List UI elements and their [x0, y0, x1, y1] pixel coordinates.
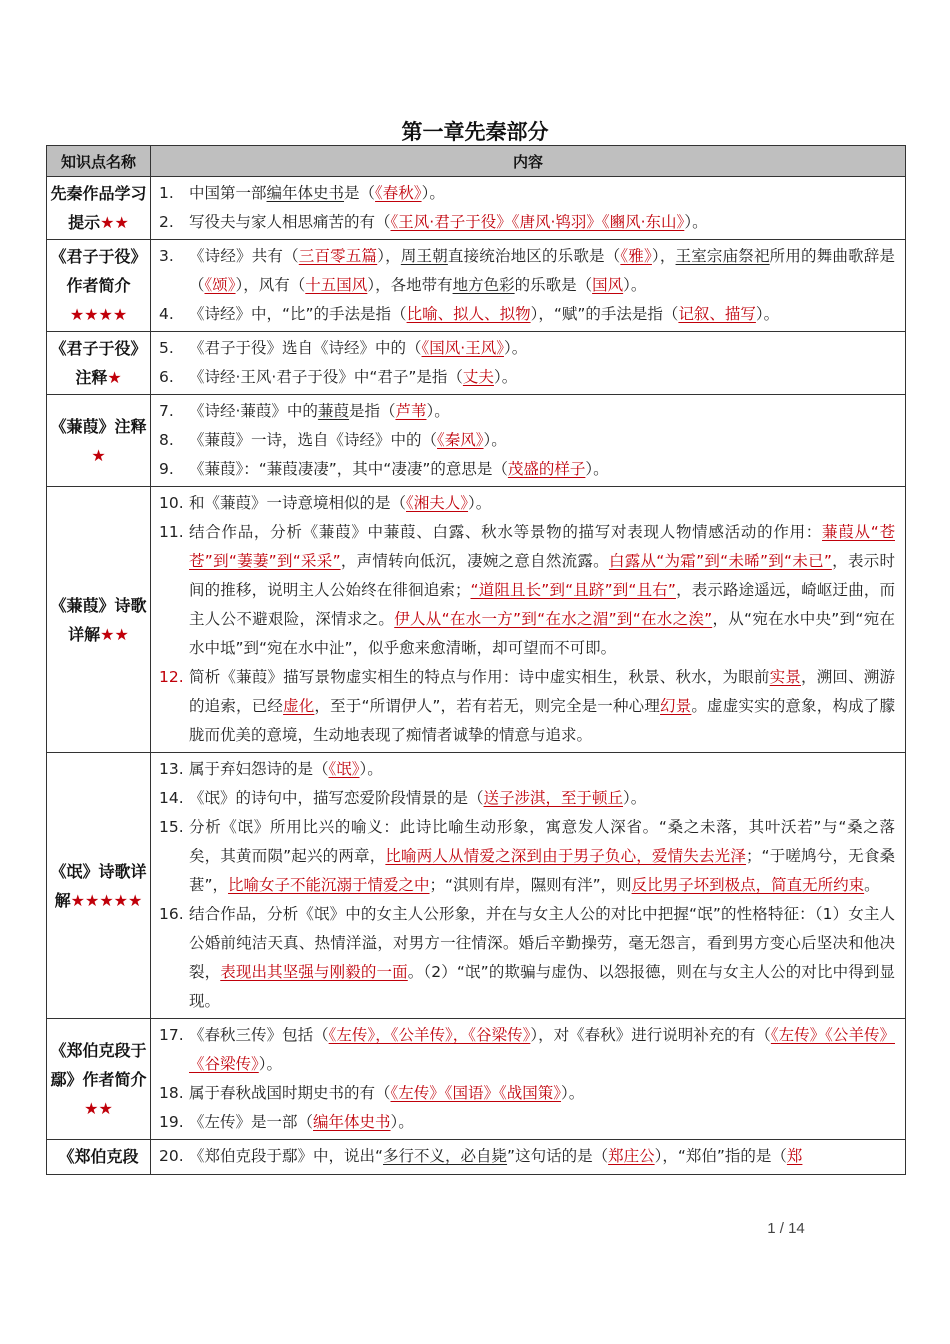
list-item [159, 1021, 895, 1079]
answer-text: 芦苇 [395, 402, 427, 420]
item-number: 20. [159, 1147, 184, 1165]
item-number: 3. [159, 247, 174, 265]
text-segment: ）。 [561, 1084, 585, 1102]
topic-cell [47, 753, 151, 1019]
text-segment: ）。 [258, 1055, 283, 1073]
answer-text: 蒹葭从“苍苍”到“萋萋”到“采采” [189, 523, 895, 570]
text-segment: 是（ [344, 184, 376, 202]
text-segment: ”这句话的是（ [507, 1147, 609, 1165]
topic-name: 《氓》诗歌详解 [50, 861, 147, 910]
answer-text: 十五国风 [305, 276, 368, 294]
text-segment: ；“于嗟鸠兮，无食桑葚”， [189, 847, 896, 894]
text-segment: 直接统治地区的乐歌是（ [447, 247, 621, 265]
item-text [189, 1021, 895, 1079]
item-text [189, 518, 895, 663]
text-segment: ），对《春秋》进行说明补充的有（ [530, 1026, 771, 1044]
answer-text: 《湘夫人》 [406, 494, 469, 512]
text-segment: ；“淇则有岸，隰则有泮”，则 [429, 876, 632, 894]
text-segment: 结合作品，分析《蒹葭》中蒹葭、白露、秋水等景物的描写对表现人物情感活动的作用： [189, 523, 823, 541]
answer-text: 虚化 [283, 697, 315, 715]
text-segment: ，表示时间的推移，说明主人公始终在徘徊追索； [189, 552, 895, 599]
text-segment: 《郑伯克段于鄢》中，说出“ [189, 1147, 384, 1165]
text-segment: ）。 [468, 494, 492, 512]
table-row [47, 753, 906, 1019]
list-item [159, 813, 895, 900]
topic-name: 《郑伯克段于鄢》作者简介 [50, 1040, 147, 1089]
importance-stars: ★★ [100, 624, 129, 644]
list-item [159, 455, 895, 484]
header-topic: 知识点名称 [47, 146, 151, 177]
table-row [47, 1140, 906, 1175]
table-row [47, 1019, 906, 1140]
item-number: 18. [159, 1084, 184, 1102]
text-segment: 《氓》的诗句中，描写恋爱阶段情景的是（ [189, 789, 484, 807]
topic-name: 《君子于役》作者简介 [50, 247, 147, 295]
content-cell [151, 753, 906, 1019]
item-text [189, 755, 895, 784]
list-item [159, 900, 895, 1016]
list-item [159, 208, 895, 237]
item-number: 17. [159, 1026, 184, 1044]
text-segment: ）。 [426, 402, 450, 420]
answer-text: 记叙、描写 [678, 305, 756, 323]
item-number: 7. [159, 402, 174, 420]
content-cell [151, 177, 906, 240]
table-row [47, 395, 906, 487]
knowledge-table [46, 145, 906, 1175]
text-segment: ）， [377, 247, 401, 265]
item-text [189, 300, 895, 329]
topic-cell [47, 487, 151, 753]
table-row [47, 177, 906, 240]
list-item [159, 784, 895, 813]
text-segment: ）。 [503, 339, 528, 357]
importance-stars: ★★ [84, 1098, 113, 1118]
list-item [159, 518, 895, 663]
text-segment: 《诗经·蒹葭》中的 [189, 402, 318, 420]
text-segment: 《春秋三传》包括（ [189, 1026, 329, 1044]
text-segment: ，至于“所谓伊人”，若有若无，则完全是一种心理 [314, 697, 661, 715]
item-number: 8. [159, 431, 174, 449]
topic-name: 先秦作品学习提示 [50, 184, 147, 232]
underlined-text: 地方色彩 [452, 276, 515, 294]
item-number: 13. [159, 760, 184, 778]
text-segment: 的乐歌是（ [514, 276, 593, 294]
topic-name: 《郑伯克段 [58, 1147, 139, 1166]
item-number: 6. [159, 368, 174, 386]
text-segment: 和《蒹葭》一诗意境相似的是（ [189, 494, 407, 512]
text-segment: ），风有（ [235, 276, 306, 294]
answer-text: 白露从“为霜”到“未晞”到“未已” [608, 552, 832, 570]
item-text [189, 208, 895, 237]
list-item [159, 397, 895, 426]
text-segment: ）。 [684, 213, 708, 231]
list-item [159, 489, 895, 518]
answer-text: 编年体史书 [313, 1113, 391, 1131]
importance-stars: ★ [107, 368, 122, 387]
item-number: 1. [159, 184, 174, 202]
text-segment: ）。 [421, 184, 445, 202]
list-item [159, 242, 895, 300]
text-segment: ）。 [585, 460, 609, 478]
topic-cell [47, 395, 151, 487]
item-number: 19. [159, 1113, 184, 1131]
text-segment: 。虚虚实实的意象，构成了朦胧而优美的意境，生动地表现了痴情者诚挚的情意与追求。 [189, 697, 895, 744]
text-segment: 是指（ [348, 402, 396, 420]
answer-text: 幻景 [660, 697, 692, 715]
text-segment: 《蒹葭》：“蒹葭凄凄”，其中“凄凄”的意思是（ [189, 460, 508, 478]
underlined-text: 周王朝 [400, 247, 448, 265]
item-text [189, 363, 895, 392]
item-text [189, 426, 895, 455]
text-segment: 。 [864, 876, 880, 894]
topic-cell [47, 177, 151, 240]
item-number: 15. [159, 818, 184, 836]
answer-text: 《氓》 [328, 760, 360, 778]
answer-text: 郑 [786, 1147, 803, 1165]
topic-name: 《蒹葭》注释 [50, 416, 147, 436]
importance-stars: ★★ [100, 213, 129, 232]
item-text [189, 489, 895, 518]
text-segment: ，溯回、溯游的追索，已经 [189, 668, 895, 715]
item-text [189, 397, 895, 426]
text-segment: ，声情转向低沉，凄婉之意自然流露。 [340, 552, 609, 570]
item-number: 4. [159, 305, 174, 323]
importance-stars: ★ [91, 445, 106, 465]
item-number: 12. [159, 668, 184, 686]
text-segment: ），各地带有 [367, 276, 453, 294]
item-number: 9. [159, 460, 174, 478]
list-item [159, 300, 895, 329]
content-cell [151, 332, 906, 395]
text-segment: 《诗经·王风·君子于役》中“君子”是指（ [189, 368, 463, 386]
item-text [189, 1142, 895, 1171]
list-item [159, 363, 895, 392]
topic-name: 《蒹葭》诗歌详解 [50, 595, 147, 644]
text-segment: ），“赋”的手法是指（ [530, 305, 679, 323]
answer-text: 《春秋》 [375, 184, 422, 202]
list-item [159, 1079, 895, 1108]
text-segment: ，表示路途遥远，崎岖迂曲，而主人公不避艰险，深情求之。 [189, 581, 895, 628]
text-segment: ）。 [493, 368, 518, 386]
item-number: 14. [159, 789, 184, 807]
content-cell [151, 487, 906, 753]
content-cell [151, 240, 906, 332]
answer-text: 国风 [592, 276, 624, 294]
text-segment: ）。 [623, 789, 647, 807]
answer-text: 《左传》《公羊传》《谷梁传》 [189, 1026, 895, 1073]
list-item [159, 663, 895, 750]
list-item [159, 755, 895, 784]
answer-text: 《颂》 [204, 276, 236, 294]
item-text [189, 1079, 895, 1108]
text-segment: 分析《氓》所用比兴的喻义：此诗比喻生动形象，寓意发人深省。“桑之未落，其叶沃若”与“桑之落矣，其黄而陨”起兴的两章， [189, 818, 895, 865]
answer-text: 《秦风》 [437, 431, 484, 449]
answer-text: 比喻两人从情爱之深到由于男子负心，爱情失去光泽 [385, 847, 747, 865]
page-number: 1 / 14 [767, 1220, 805, 1237]
header-content: 内容 [151, 146, 906, 177]
importance-stars: ★★★★ [69, 305, 128, 324]
list-item [159, 1142, 895, 1171]
text-segment: ）。 [359, 760, 383, 778]
table-row [47, 332, 906, 395]
text-segment: 《左传》是一部（ [189, 1113, 314, 1131]
text-segment: 写役夫与家人相思痛苦的有（ [189, 213, 391, 231]
underlined-text: 编年体史书 [266, 184, 345, 202]
text-segment: 《君子于役》选自《诗经》中的（ [189, 339, 422, 357]
text-segment: ）。 [623, 276, 647, 294]
text-segment: 《蒹葭》一诗，选自《诗经》中的（ [189, 431, 438, 449]
table-header-row [47, 146, 906, 177]
item-text [189, 455, 895, 484]
item-number: 16. [159, 905, 184, 923]
item-text [189, 900, 895, 1016]
answer-text: 《左传》，《公羊传》，《谷梁传》 [328, 1026, 531, 1044]
item-number: 11. [159, 523, 184, 541]
item-text [189, 242, 895, 300]
text-segment: ，从“宛在水中央”到“宛在水中坻”到“宛在水中沚”，似乎愈来愈清晰，却可望而不可即。 [189, 610, 895, 657]
answer-text: 反比男子坏到极点，简直无所约束 [631, 876, 865, 894]
answer-text: 比喻女子不能沉溺于情爱之中 [228, 876, 430, 894]
importance-stars: ★★★★★ [70, 890, 143, 910]
text-segment: ）， [651, 247, 676, 265]
item-text [189, 813, 895, 900]
text-segment: 结合作品，分析《氓》中的女主人公形象，并在与女主人公的对比中把握“氓”的性格特征：（1）女主人公婚前纯洁天真、热情洋溢，对男方一往情深。婚后辛勤操劳，毫无怨言，看到男方变心后坚决和他决裂， [189, 905, 895, 981]
text-segment: 中国第一部 [189, 184, 267, 202]
list-item [159, 179, 895, 208]
text-segment: 《诗经》共有（ [189, 247, 299, 265]
answer-text: “道阻且长”到“且跻”到“且右” [470, 581, 676, 599]
topic-cell [47, 1019, 151, 1140]
item-text [189, 1108, 895, 1137]
answer-text: 丈夫 [462, 368, 494, 386]
table-row [47, 240, 906, 332]
text-segment: 简析《蒹葭》描写景物虚实相生的特点与作用：诗中虚实相生，秋景、秋水，为眼前 [189, 668, 770, 686]
item-text [189, 179, 895, 208]
item-number: 5. [159, 339, 174, 357]
answer-text: 三百零五篇 [298, 247, 378, 265]
text-segment: ），“郑伯”指的是（ [654, 1147, 787, 1165]
content-cell [151, 1140, 906, 1175]
underlined-text: 蒹葭 [317, 402, 349, 420]
text-segment: 。（2）“氓”的欺骗与虚伪、以怨报德，则在与女主人公的对比中得到显现。 [189, 963, 895, 1010]
answer-text: 《雅》 [620, 247, 652, 265]
topic-cell [47, 1140, 151, 1175]
item-number: 10. [159, 494, 184, 512]
answer-text: 实景 [769, 668, 802, 686]
text-segment: 属于弃妇怨诗的是（ [189, 760, 329, 778]
text-segment: 所用的舞曲歌辞是（ [189, 247, 895, 294]
table-row [47, 487, 906, 753]
answer-text: 比喻、拟人、拟物 [406, 305, 531, 323]
answer-text: 《王风·君子于役》《唐风·鸨羽》《豳风·东山》 [390, 213, 685, 231]
list-item [159, 1108, 895, 1137]
page-title: 第一章先秦部分 [401, 120, 549, 144]
topic-name: 《君子于役》注释 [50, 339, 147, 387]
answer-text: 郑庄公 [608, 1147, 655, 1165]
answer-text: 茂盛的样子 [507, 460, 586, 478]
item-number: 2. [159, 213, 174, 231]
answer-text: 送子涉淇，至于顿丘 [483, 789, 624, 807]
content-cell [151, 1019, 906, 1140]
topic-cell [47, 332, 151, 395]
item-text [189, 334, 895, 363]
underlined-text: 多行不义，必自毙 [383, 1147, 508, 1165]
content-cell [151, 395, 906, 487]
text-segment: 《诗经》中，“比”的手法是指（ [189, 305, 407, 323]
item-text [189, 784, 895, 813]
topic-cell [47, 240, 151, 332]
list-item [159, 426, 895, 455]
list-item [159, 334, 895, 363]
text-segment: ）。 [483, 431, 507, 449]
answer-text: 《国风·王风》 [421, 339, 504, 357]
answer-text: 表现出其坚强与刚毅的一面 [220, 963, 408, 981]
text-segment: 属于春秋战国时期史书的有（ [189, 1084, 391, 1102]
underlined-text: 王室宗庙祭祀 [675, 247, 770, 265]
answer-text: 伊人从“在水一方”到“在水之湄”到“在水之涘” [394, 610, 713, 628]
item-text [189, 663, 895, 750]
text-segment: ）。 [755, 305, 780, 323]
text-segment: ）。 [390, 1113, 414, 1131]
answer-text: 《左传》《国语》《战国策》 [390, 1084, 562, 1102]
